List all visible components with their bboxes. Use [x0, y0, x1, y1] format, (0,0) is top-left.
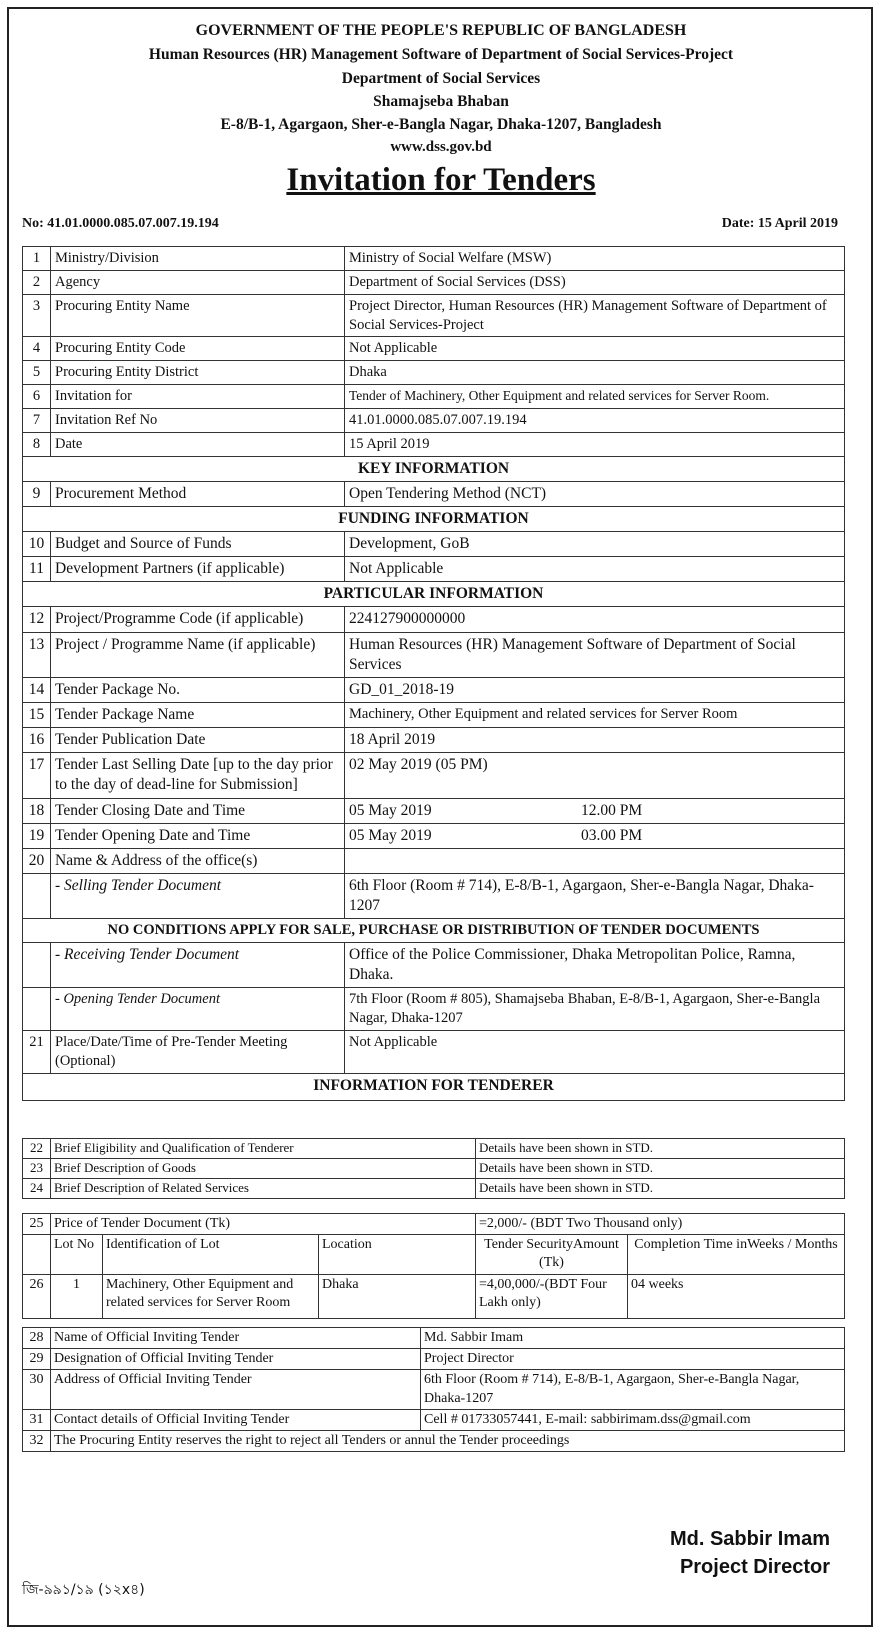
row-label: Brief Description of Goods [51, 1158, 476, 1178]
row-number: 26 [23, 1274, 51, 1318]
row-label: Contact details of Official Inviting Tender [51, 1409, 421, 1430]
table-row [23, 677, 845, 702]
row-label: Tender Last Selling Date [up to the day prior to the day of dead-line for Submission] [51, 753, 345, 798]
table-row [23, 1370, 845, 1409]
row-value [345, 848, 845, 873]
row-value: 7th Floor (Room # 805), Shamajseba Bhaban, E-8/B-1, Agargaon, Sher-e-Bangla Nagar, Dhaka-1207 [345, 988, 845, 1031]
table-row [23, 1274, 845, 1318]
official-info-table [22, 1327, 845, 1452]
row-value: Dhaka [345, 361, 845, 385]
row-label: Ministry/Division [51, 247, 345, 271]
table-row [23, 1031, 845, 1074]
row-label: Invitation for [51, 385, 345, 409]
row-value: 6th Floor (Room # 714), E-8/B-1, Agargaon, Sher-e-Bangla Nagar, Dhaka-1207 [345, 873, 845, 918]
table-row [23, 728, 845, 753]
row-label: - Selling Tender Document [51, 873, 345, 918]
row-value: 15 April 2019 [345, 432, 845, 456]
row-label: Procurement Method [51, 481, 345, 506]
opening-date: 05 May 2019 [349, 826, 432, 844]
row-number: 13 [23, 632, 51, 677]
row-label: Agency [51, 270, 345, 294]
section-information-for-tenderer: INFORMATION FOR TENDERER [23, 1073, 845, 1100]
row-value: Office of the Police Commissioner, Dhaka Metropolitan Police, Ramna, Dhaka. [345, 943, 845, 988]
closing-date: 05 May 2019 [349, 801, 432, 819]
table-row [23, 1430, 845, 1451]
row-number [23, 873, 51, 918]
table-row [23, 1178, 845, 1198]
row-label: Brief Eligibility and Qualification of Tenderer [51, 1139, 476, 1159]
row-number: 18 [23, 798, 51, 823]
row-label: Price of Tender Document (Tk) [51, 1214, 476, 1235]
row-value: Project Director [421, 1349, 845, 1370]
table-row [23, 873, 845, 918]
row-value: Cell # 01733057441, E-mail: sabbirimam.dss@gmail.com [421, 1409, 845, 1430]
signature-name: Md. Sabbir Imam [669, 1528, 830, 1550]
table-row [23, 408, 845, 432]
row-number: 21 [23, 1031, 51, 1074]
row-label: - Opening Tender Document [51, 988, 345, 1031]
row-label: Address of Official Inviting Tender [51, 1370, 421, 1409]
table-row [23, 337, 845, 361]
reference-number: No: 41.01.0000.085.07.007.19.194 [22, 216, 219, 231]
section-header-row [23, 506, 845, 531]
table-row [23, 943, 845, 988]
lot-number: 1 [51, 1274, 103, 1318]
lots-header-row [23, 1235, 845, 1274]
table-row [23, 361, 845, 385]
header-government: GOVERNMENT OF THE PEOPLE'S REPUBLIC OF BANGLADESH [195, 22, 687, 39]
row-number: 7 [23, 408, 51, 432]
table-row [23, 247, 845, 271]
row-label: Procuring Entity Name [51, 294, 345, 337]
row-number: 16 [23, 728, 51, 753]
page-title: Invitation for Tenders [286, 162, 596, 198]
table-row [23, 557, 845, 582]
row-label: Tender Package Name [51, 703, 345, 728]
closing-time: 12.00 PM [581, 801, 643, 819]
row-value: Machinery, Other Equipment and related services for Server Room [345, 703, 845, 728]
row-value: Not Applicable [345, 1031, 845, 1074]
lot-completion-time: 04 weeks [628, 1274, 845, 1318]
row-label: Procuring Entity Code [51, 337, 345, 361]
section-header-row [23, 1073, 845, 1100]
column-header: Identification of Lot [103, 1235, 319, 1274]
column-header: Completion Time inWeeks / Months [628, 1235, 845, 1274]
row-label: - Receiving Tender Document [51, 943, 345, 988]
row-value [345, 823, 845, 848]
row-value: Details have been shown in STD. [476, 1178, 845, 1198]
table-row [23, 294, 845, 337]
table-row [23, 481, 845, 506]
row-value: GD_01_2018-19 [345, 677, 845, 702]
row-value: Human Resources (HR) Management Software of Department of Social Services [345, 632, 845, 677]
row-number: 25 [23, 1214, 51, 1235]
row-number: 1 [23, 247, 51, 271]
row-label: Tender Closing Date and Time [51, 798, 345, 823]
row-value: Project Director, Human Resources (HR) Management Software of Department of Social Services-Project [345, 294, 845, 337]
section-header-row [23, 582, 845, 607]
table-row [23, 988, 845, 1031]
row-number: 22 [23, 1139, 51, 1159]
section-header-row [23, 456, 845, 481]
section-header-row [23, 919, 845, 943]
column-header: Tender SecurityAmount (Tk) [476, 1235, 628, 1274]
row-value: Tender of Machinery, Other Equipment and related services for Server Room. [345, 385, 845, 409]
row-label: Tender Opening Date and Time [51, 823, 345, 848]
row-label: Invitation Ref No [51, 408, 345, 432]
table-row [23, 532, 845, 557]
signature-designation: Project Director [679, 1556, 830, 1578]
table-row [23, 270, 845, 294]
row-value: Development, GoB [345, 532, 845, 557]
row-number: 32 [23, 1430, 51, 1451]
table-row [23, 848, 845, 873]
row-number: 12 [23, 607, 51, 632]
table-row [23, 753, 845, 798]
table-row [23, 607, 845, 632]
row-label: Tender Publication Date [51, 728, 345, 753]
header-project: Human Resources (HR) Management Software of Department of Social Services-Project [148, 46, 734, 63]
row-number: 24 [23, 1178, 51, 1198]
row-value: Open Tendering Method (NCT) [345, 481, 845, 506]
row-number: 4 [23, 337, 51, 361]
row-number: 20 [23, 848, 51, 873]
section-key-information: KEY INFORMATION [23, 456, 845, 481]
column-header: Location [319, 1235, 476, 1274]
lot-location: Dhaka [319, 1274, 476, 1318]
row-number: 8 [23, 432, 51, 456]
lot-security-amount: =4,00,000/-(BDT Four Lakh only) [476, 1274, 628, 1318]
row-label: Procuring Entity District [51, 361, 345, 385]
tenderer-info-table [22, 1138, 845, 1199]
row-value [345, 798, 845, 823]
row-value: 02 May 2019 (05 PM) [345, 753, 845, 798]
row-number: 19 [23, 823, 51, 848]
section-particular-information: PARTICULAR INFORMATION [23, 582, 845, 607]
row-label: Date [51, 432, 345, 456]
row-number: 28 [23, 1328, 51, 1349]
main-info-table [22, 246, 845, 1101]
row-label: Tender Package No. [51, 677, 345, 702]
table-row [23, 823, 845, 848]
row-number [23, 988, 51, 1031]
table-row [23, 1349, 845, 1370]
footer-code: জি-৯৯১/১৯ (১২x৪) [22, 1582, 145, 1598]
table-row [23, 1214, 845, 1235]
row-value: 6th Floor (Room # 714), E-8/B-1, Agargaon, Sher-e-Bangla Nagar, Dhaka-1207 [421, 1370, 845, 1409]
row-number: 3 [23, 294, 51, 337]
row-label: Place/Date/Time of Pre-Tender Meeting (Optional) [51, 1031, 345, 1074]
row-value: Details have been shown in STD. [476, 1139, 845, 1159]
row-number: 30 [23, 1370, 51, 1409]
lots-table [22, 1213, 845, 1319]
table-row [23, 1139, 845, 1159]
opening-time: 03.00 PM [581, 826, 643, 844]
row-number: 29 [23, 1349, 51, 1370]
row-label: Brief Description of Related Services [51, 1178, 476, 1198]
row-number: 17 [23, 753, 51, 798]
lot-identification: Machinery, Other Equipment and related services for Server Room [103, 1274, 319, 1318]
row-label: Name of Official Inviting Tender [51, 1328, 421, 1349]
header-address: E-8/B-1, Agargaon, Sher-e-Bangla Nagar, Dhaka-1207, Bangladesh [220, 116, 662, 133]
table-row [23, 1158, 845, 1178]
row-value: 41.01.0000.085.07.007.19.194 [345, 408, 845, 432]
header-website: www.dss.gov.bd [390, 139, 492, 155]
row-value: =2,000/- (BDT Two Thousand only) [476, 1214, 845, 1235]
reference-date: Date: 15 April 2019 [721, 216, 838, 231]
row-value: Details have been shown in STD. [476, 1158, 845, 1178]
row-label: Name & Address of the office(s) [51, 848, 345, 873]
table-row [23, 1328, 845, 1349]
row-value: 18 April 2019 [345, 728, 845, 753]
table-row [23, 385, 845, 409]
table-row [23, 632, 845, 677]
row-number: 9 [23, 481, 51, 506]
row-number: 31 [23, 1409, 51, 1430]
header-department: Department of Social Services [341, 70, 541, 87]
row-number: 2 [23, 270, 51, 294]
row-value: Ministry of Social Welfare (MSW) [345, 247, 845, 271]
column-header: Lot No [51, 1235, 103, 1274]
row-label: Budget and Source of Funds [51, 532, 345, 557]
section-no-conditions: NO CONDITIONS APPLY FOR SALE, PURCHASE OR DISTRIBUTION OF TENDER DOCUMENTS [23, 919, 845, 943]
row-number: 15 [23, 703, 51, 728]
row-label: Project / Programme Name (if applicable) [51, 632, 345, 677]
reserve-right-text: The Procuring Entity reserves the right to reject all Tenders or annul the Tender proceedings [51, 1430, 845, 1451]
row-number [23, 943, 51, 988]
table-row [23, 798, 845, 823]
table-row [23, 703, 845, 728]
row-value: Not Applicable [345, 337, 845, 361]
table-row [23, 1409, 845, 1430]
row-label: Development Partners (if applicable) [51, 557, 345, 582]
row-label: Designation of Official Inviting Tender [51, 1349, 421, 1370]
row-label: Project/Programme Code (if applicable) [51, 607, 345, 632]
row-number: 14 [23, 677, 51, 702]
row-value: 224127900000000 [345, 607, 845, 632]
table-row [23, 432, 845, 456]
row-value: Md. Sabbir Imam [421, 1328, 845, 1349]
row-value: Not Applicable [345, 557, 845, 582]
row-number: 11 [23, 557, 51, 582]
row-number: 5 [23, 361, 51, 385]
row-value: Department of Social Services (DSS) [345, 270, 845, 294]
section-funding-information: FUNDING INFORMATION [23, 506, 845, 531]
row-number: 10 [23, 532, 51, 557]
row-number: 6 [23, 385, 51, 409]
row-number: 23 [23, 1158, 51, 1178]
header-building: Shamajseba Bhaban [373, 93, 509, 110]
